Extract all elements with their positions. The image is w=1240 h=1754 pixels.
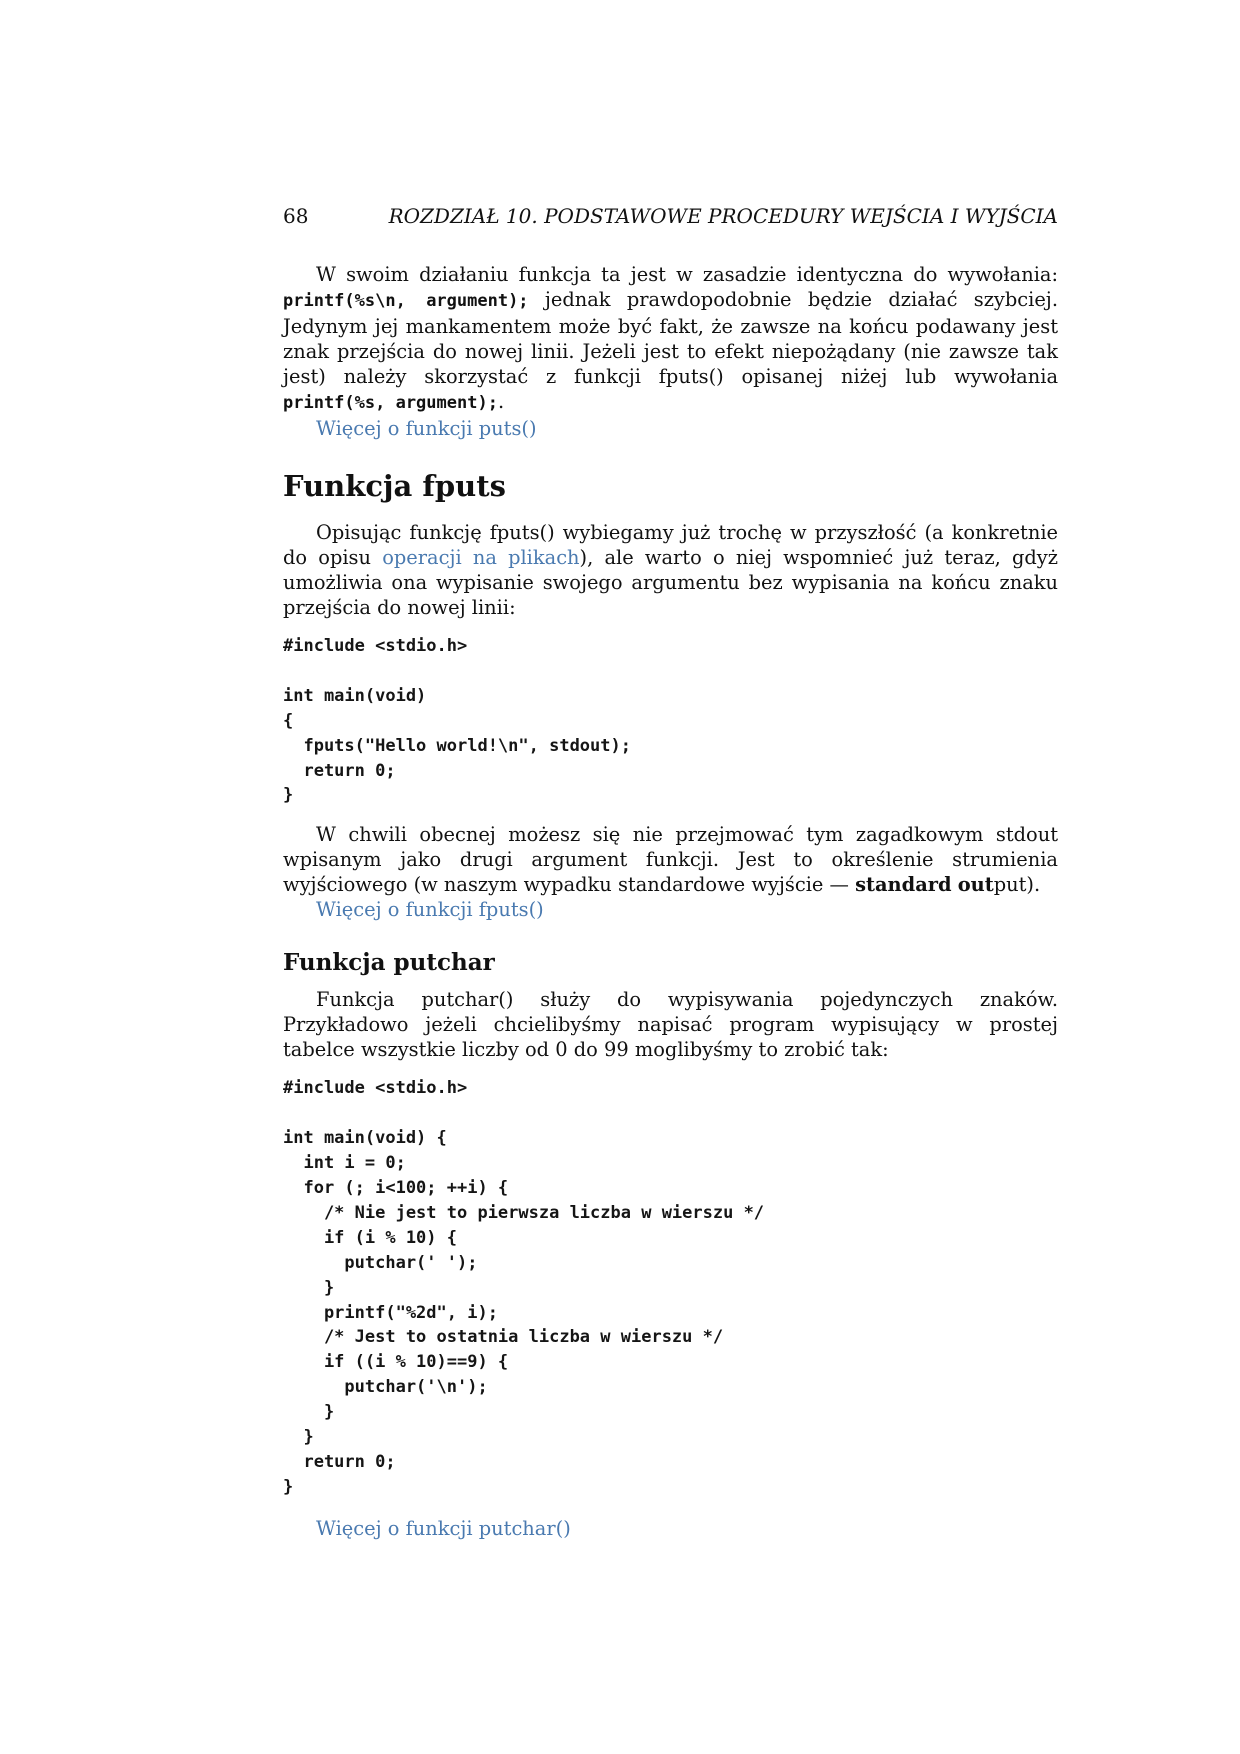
- intro-text-3: .: [497, 390, 505, 413]
- running-title: ROZDZIAŁ 10. PODSTAWOWE PROCEDURY WEJŚCIA I WYJŚCIA: [388, 204, 1058, 228]
- code-block-putchar: #include <stdio.h> int main(void) { int i = 0; for (; i<100; ++i) { /* Nie jest to pierwsza liczba w wierszu */ if (i % 10) { putchar(' '); } printf("%2d", i); /* Jest to ostatnia liczba w wierszu */ if ((i % 10)==9) { putchar('\n'); } } return 0; }: [283, 1078, 765, 1497]
- fputs-p1-text-a: Opisując funkcję fputs() wybiegamy już trochę w przyszłość (a konkretnie do opisu: [283, 521, 1058, 569]
- link-more-putchar[interactable]: Więcej o funkcji putchar(): [316, 1516, 571, 1540]
- fputs-p2-bold-out: out: [957, 873, 994, 897]
- putchar-paragraph: Funkcja putchar() służy do wypisywania pojedynczych znaków. Przykładowo jeżeli chcielibyśmy napisać program wypisujący w prostej tabelce wszystkie liczby od 0 do 99 moglibyśmy to zrobić tak:: [283, 988, 1058, 1062]
- link-file-operations[interactable]: operacji na plikach: [382, 546, 580, 569]
- fputs-p2-text-c: put).: [993, 873, 1041, 897]
- page-number: 68: [283, 204, 309, 228]
- fputs-paragraph-2: [283, 822, 1058, 897]
- fputs-p2-text-a: W chwili obecnej możesz się nie przejmować tym zagadkowym stdout wpisanym jako drugi argument funkcji. Jest to określenie strumienia wyjściowego (w naszym wypadku standardowe wyjście —: [283, 823, 1058, 897]
- intro-text-2: jednak prawdopodobnie będzie działać szybciej. Jedynym jej mankamentem może być fakt, że zawsze na końcu podawany jest znak przejścia do nowej linii. Jeżeli jest to efekt niepożądany (nie zawsze tak jest) należy skorzystać z funkcji fputs() opisanej niżej lub wywołania: [283, 288, 1058, 388]
- intro-paragraph: [283, 262, 1058, 416]
- fputs-paragraph-1: [283, 520, 1058, 620]
- heading-putchar: Funkcja putchar: [283, 949, 495, 977]
- inline-code-printf: printf(%s, argument);: [283, 393, 498, 413]
- code-block-fputs: #include <stdio.h> int main(void) { fputs("Hello world!\n", stdout); return 0; }: [283, 636, 631, 806]
- fputs-p2-bold-standard: standard: [855, 873, 952, 897]
- heading-fputs: Funkcja fputs: [283, 469, 506, 503]
- link-more-puts[interactable]: Więcej o funkcji puts(): [316, 417, 537, 440]
- fputs-p1-text-b: ), ale warto o niej wspomnieć już teraz, gdyż umożliwia ona wypisanie swojego argumentu bez wypisania na końcu znaku przejścia do nowej linii:: [283, 546, 1058, 619]
- link-more-fputs[interactable]: Więcej o funkcji fputs(): [316, 898, 544, 922]
- page-header: [283, 200, 1058, 232]
- inline-code-printf-newline: printf(%s\n, argument);: [283, 291, 529, 311]
- intro-text-1: W swoim działaniu funkcja ta jest w zasadzie identyczna do wywołania:: [316, 263, 1058, 286]
- page-body: [283, 262, 1058, 1541]
